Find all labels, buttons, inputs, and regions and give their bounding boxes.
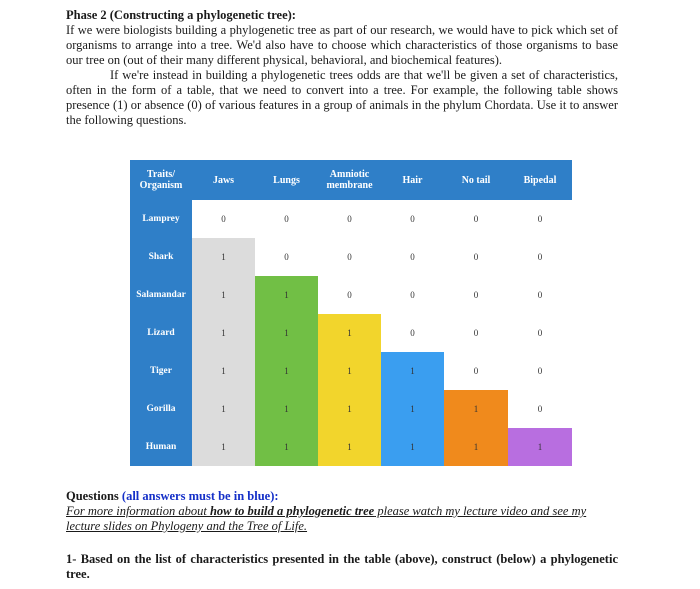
traits-table-container	[130, 160, 572, 466]
table-cell: 1	[444, 428, 508, 466]
trait-header: No tail	[444, 160, 508, 200]
trait-header: Amniotic membrane	[318, 160, 381, 200]
table-row	[130, 200, 572, 238]
table-cell: 0	[444, 238, 508, 276]
question-1: 1- Based on the list of characteristics presented in the table (above), construct (below) a phylogenetic tree.	[66, 552, 618, 581]
link-text-bold: how to build a phylogenetic tree	[209, 504, 375, 518]
table-row	[130, 352, 572, 390]
table-cell: 1	[192, 238, 255, 276]
table-cell: 0	[255, 238, 318, 276]
table-cell: 1	[255, 314, 318, 352]
table-cell: 0	[318, 200, 381, 238]
organism-label: Lizard	[130, 314, 192, 352]
table-header-row	[130, 160, 572, 200]
table-cell: 1	[381, 428, 444, 466]
table-cell: 0	[318, 276, 381, 314]
table-cell: 1	[255, 428, 318, 466]
trait-header: Jaws	[192, 160, 255, 200]
table-cell: 0	[508, 276, 572, 314]
questions-note: (all answers must be in blue):	[121, 489, 279, 503]
table-row	[130, 314, 572, 352]
trait-header: Lungs	[255, 160, 318, 200]
table-cell: 0	[508, 390, 572, 428]
questions-heading: Questions	[66, 489, 119, 503]
table-row	[130, 428, 572, 466]
table-row	[130, 238, 572, 276]
link-text-post: please watch my lecture video and see my lecture slides on Phylogeny and the Tree of Life.	[66, 504, 587, 533]
table-cell: 0	[381, 200, 444, 238]
trait-header: Bipedal	[508, 160, 572, 200]
table-cell: 1	[318, 428, 381, 466]
table-cell: 0	[444, 314, 508, 352]
table-cell: 0	[508, 238, 572, 276]
lecture-link[interactable]	[66, 504, 618, 534]
table-cell: 1	[192, 276, 255, 314]
table-cell: 1	[255, 390, 318, 428]
table-cell: 1	[381, 352, 444, 390]
table-cell: 1	[318, 390, 381, 428]
table-cell: 1	[192, 352, 255, 390]
questions-section	[66, 489, 618, 534]
table-cell: 1	[318, 314, 381, 352]
table-cell: 0	[255, 200, 318, 238]
table-cell: 1	[381, 390, 444, 428]
organism-label: Shark	[130, 238, 192, 276]
table-cell: 1	[192, 314, 255, 352]
table-cell: 0	[508, 352, 572, 390]
intro-section	[66, 8, 618, 128]
table-cell: 1	[192, 428, 255, 466]
organism-label: Salamandar	[130, 276, 192, 314]
table-cell: 1	[444, 390, 508, 428]
organism-label: Tiger	[130, 352, 192, 390]
table-cell: 1	[192, 390, 255, 428]
questions-heading-line	[66, 489, 618, 504]
intro-paragraph-2: If we're instead in building a phylogenetic trees odds are that we'll be given a set of characteristics, often in the form of a table, that we need to convert into a tree. For example, the following table shows presence (1) or absence (0) of various features in a group of animals in the phylum Chordata. Use it to answer the following questions.	[66, 68, 618, 127]
organism-label: Gorilla	[130, 390, 192, 428]
table-cell: 0	[381, 314, 444, 352]
section-title: Phase 2 (Constructing a phylogenetic tree):	[66, 8, 296, 22]
table-cell: 0	[508, 200, 572, 238]
table-cell: 0	[508, 314, 572, 352]
table-corner-header: Traits/ Organism	[130, 160, 192, 200]
intro-paragraph-1: If we were biologists building a phylogenetic tree as part of our research, we would have to pick which set of organisms to arrange into a tree. We'd also have to choose which characteristics of those organisms to base our tree on (out of their many different physical, behavioral, and biochemical features).	[66, 23, 618, 67]
traits-table	[130, 160, 572, 466]
table-row	[130, 390, 572, 428]
trait-header: Hair	[381, 160, 444, 200]
table-cell: 0	[444, 276, 508, 314]
table-cell: 1	[318, 352, 381, 390]
table-cell: 0	[444, 200, 508, 238]
table-cell: 1	[255, 276, 318, 314]
organism-label: Human	[130, 428, 192, 466]
table-cell: 0	[192, 200, 255, 238]
table-cell: 1	[508, 428, 572, 466]
table-cell: 1	[255, 352, 318, 390]
table-cell: 0	[444, 352, 508, 390]
table-cell: 0	[318, 238, 381, 276]
table-cell: 0	[381, 276, 444, 314]
table-row	[130, 276, 572, 314]
table-cell: 0	[381, 238, 444, 276]
organism-label: Lamprey	[130, 200, 192, 238]
link-text-pre: For more information about	[66, 504, 210, 518]
